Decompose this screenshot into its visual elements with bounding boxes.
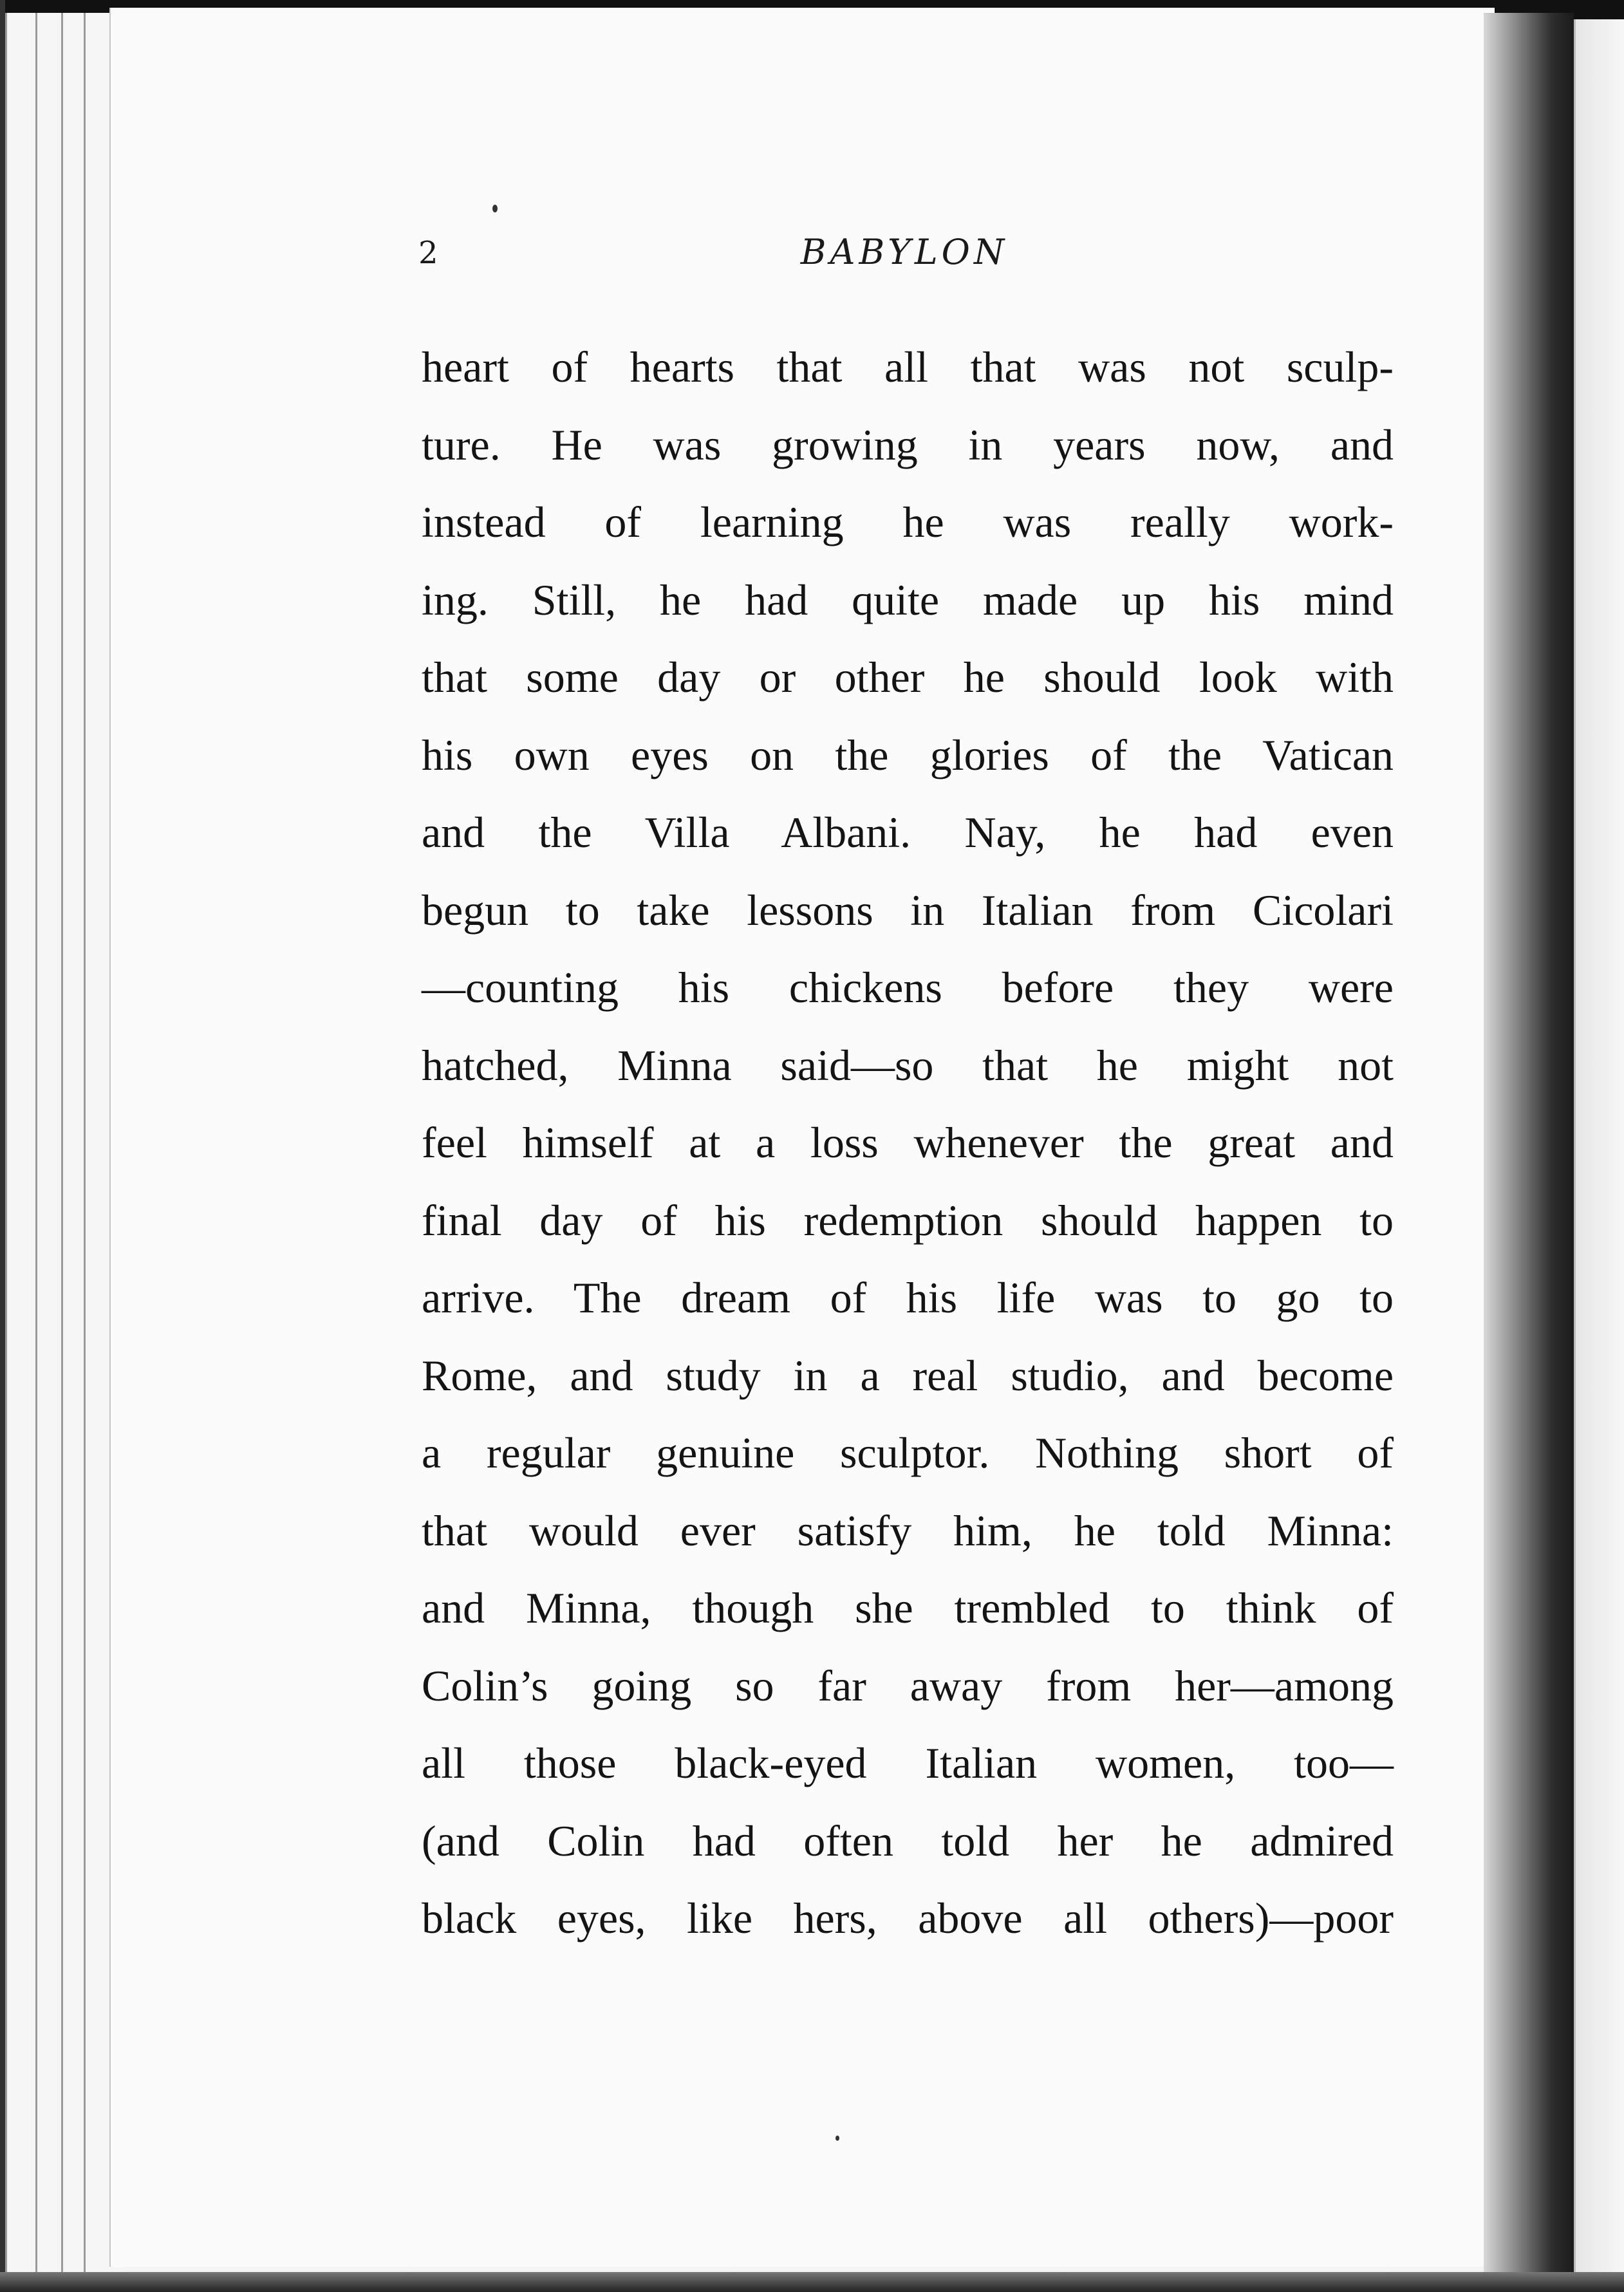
text-line: —counting his chickens before they were [422, 963, 1394, 1012]
scanner-edge-left [0, 0, 5, 2292]
binding-gutter-shadow [1484, 13, 1574, 2275]
text-line: that would ever satisfy him, he told Minna: [422, 1505, 1394, 1555]
text-line: arrive. The dream of his life was to go to [422, 1273, 1394, 1322]
page-header [412, 232, 1397, 283]
text-line: that some day or other he should look with [422, 653, 1394, 702]
text-line: hatched, Minna said—so that he might not [422, 1040, 1394, 1090]
text-line: (and Colin had often told her he admired [422, 1816, 1394, 1865]
ink-speck [492, 205, 498, 212]
ink-speck [835, 2136, 839, 2141]
text-line: Colin’s going so far away from her—among [422, 1661, 1394, 1710]
text-line: his own eyes on the glories of the Vatican [422, 730, 1394, 779]
text-line: black eyes, like hers, above all others)—poor [422, 1894, 1394, 1943]
text-line: begun to take lessons in Italian from Cicolari [422, 885, 1394, 935]
text-line: instead of learning he was really work- [422, 498, 1394, 546]
text-line: all those black-eyed Italian women, too— [422, 1738, 1394, 1787]
facing-page-edge [1574, 19, 1624, 2272]
running-head: BABYLON [800, 232, 1009, 272]
text-line: ture. He was growing in years now, and [422, 420, 1394, 469]
text-line: final day of his redemption should happen to [422, 1195, 1394, 1245]
scanner-edge-bottom [0, 2272, 1624, 2292]
text-line: ing. Still, he had quite made up his mind [422, 575, 1394, 624]
text-line: heart of hearts that all that was not sculp- [422, 342, 1394, 391]
text-line: and Minna, though she trembled to think of [422, 1583, 1394, 1632]
text-line: and the Villa Albani. Nay, he had even [422, 808, 1394, 857]
body-text [422, 328, 1394, 1957]
text-line: feel himself at a loss whenever the great and [422, 1118, 1394, 1167]
text-line: Rome, and study in a real studio, and become [422, 1350, 1394, 1400]
text-line: a regular genuine sculptor. Nothing short of [422, 1428, 1394, 1477]
page-number: 2 [418, 235, 438, 271]
